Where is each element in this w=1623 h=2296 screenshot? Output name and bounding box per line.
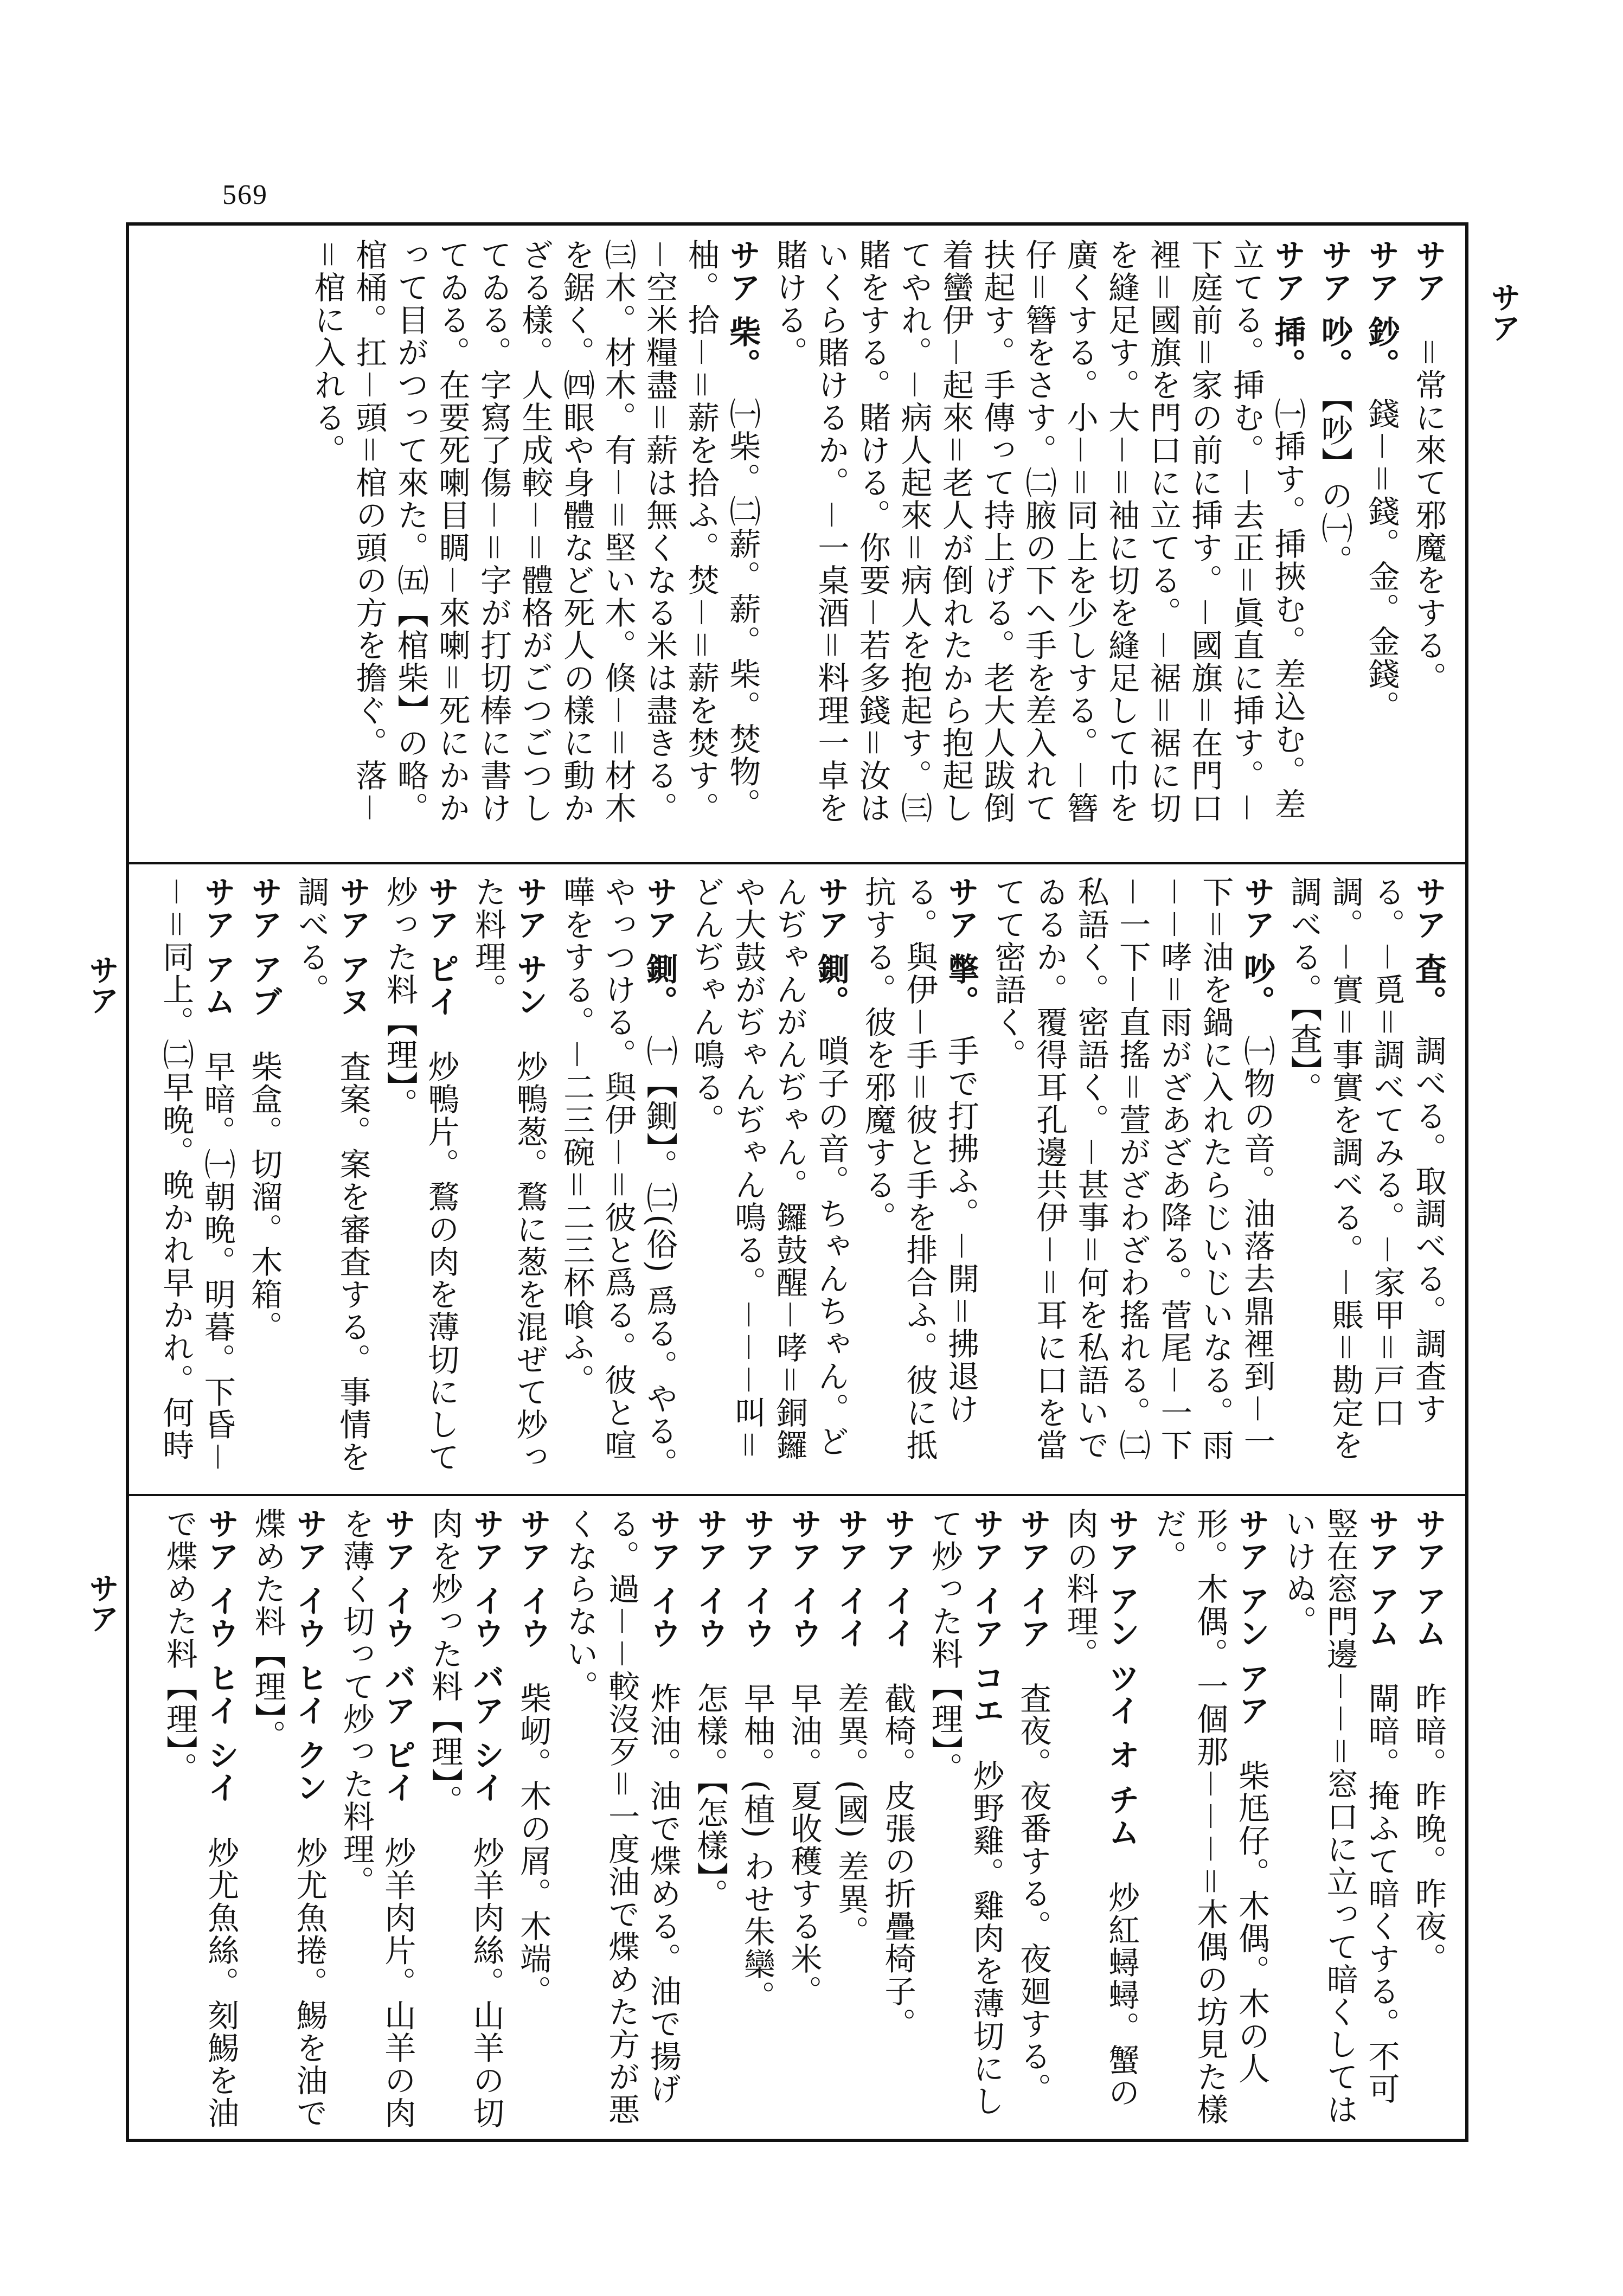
tier-divider-1 <box>126 862 1468 864</box>
dictionary-entry <box>158 1508 241 2131</box>
entry-headword: サア 柴。 <box>724 239 761 365</box>
dictionary-entry <box>987 876 1278 1480</box>
entry-definition: 炒野雞。雞肉を薄切にして炒った料【理】。 <box>926 1508 1005 2118</box>
entry-definition: 調べる。取調べる。調査する。－覓＝調べてみる。－家甲＝戸口調。－實＝事實を調べる。－賬＝勘定を調べる。【査】。 <box>1285 876 1447 1462</box>
dictionary-entry <box>783 1508 825 2131</box>
entry-headword: サア イウ <box>644 1508 682 1650</box>
entry-definition: 早油。夏收穫する米。 <box>785 1682 823 2008</box>
entry-definition: 炒尤魚絲。刻鯣を油で煠めた料【理】。 <box>161 1508 240 2130</box>
entry-definition: 炸油。油で煠める。油で揚げる。過－－較沒歹＝一度油で煠めた方が悪くならない。 <box>561 1508 682 2126</box>
entry-headword: サア 吵。 <box>1238 876 1275 1003</box>
entry-headword: サア 撆。 <box>942 876 979 1003</box>
entry-headword: サア 吵。 <box>1316 239 1353 365</box>
dictionary-entry <box>1361 239 1402 846</box>
entry-definition: 炒紅蟳蟳。蟹の肉の料理。 <box>1061 1508 1140 2109</box>
dictionary-entry <box>1283 876 1449 1480</box>
dictionary-entry <box>1407 1508 1449 2131</box>
side-mark-bottom: サア <box>84 1573 120 1633</box>
entry-definition: 手で打拂ふ。－開＝拂退ける。與伊－手＝彼と手を排合ふ。彼に抵抗する。彼を邪魔する。 <box>859 876 979 1462</box>
entry-headword: サア イア コエ <box>967 1508 1005 1727</box>
side-mark-top: サア <box>1486 282 1522 343</box>
entry-definition: 截椅。皮張の折疊椅子。 <box>879 1682 916 2041</box>
entry-definition: 柴盒。切溜。木箱。 <box>246 1050 283 1344</box>
entry-headword: サア イア <box>1015 1508 1052 1650</box>
entry-headword: サア 査。 <box>1410 876 1447 1003</box>
entry-headword: サア イイ <box>879 1508 916 1650</box>
entry-definition: 昨暗。昨晚。昨夜。 <box>1410 1682 1447 1976</box>
dictionary-entry <box>512 1508 554 2131</box>
entry-definition: 柴尪仔。木偶。木の人形。木偶。一個那－－－＝木偶の坊見た樣だ。 <box>1150 1508 1270 2126</box>
tier-bottom <box>153 1508 1449 2131</box>
entry-headword: サア アム <box>1363 1508 1400 1650</box>
dictionary-entry <box>1278 1508 1402 2131</box>
dictionary-entry <box>247 1508 330 2131</box>
entry-headword: サア 揷。 <box>1269 239 1306 365</box>
dictionary-entry <box>556 876 681 1480</box>
dictionary-entry <box>559 1508 684 2131</box>
dictionary-entry <box>1012 1508 1054 2131</box>
entry-definition: 炒鴨片。鶩の肉を薄切にして炒った料【理】。 <box>381 876 460 1474</box>
entry-headword: サア イウ ヒイ シイ <box>202 1508 240 1804</box>
entry-definition: 査案。案を審査する。事情を調べる。 <box>292 876 371 1474</box>
entry-definition: 炒羊肉片。山羊の肉を薄く切って炒った料理。 <box>337 1508 416 2130</box>
entry-headword: サア 鈔。 <box>1363 239 1400 365</box>
entry-headword: サア <box>1410 239 1447 304</box>
entry-headword: サア イウ <box>785 1508 823 1650</box>
entry-headword: サア アム <box>198 876 236 1018</box>
entry-headword: サア アム <box>1410 1508 1447 1650</box>
entry-definition: 柴屻。木の屑。木端。 <box>515 1682 552 2008</box>
entry-headword: サア イウ <box>691 1508 729 1650</box>
dictionary-entry <box>1407 239 1449 846</box>
dictionary-entry <box>1059 1508 1142 2131</box>
entry-definition: 早柚。(植) わせ朱欒。 <box>738 1682 775 2013</box>
tier-top <box>153 239 1449 846</box>
entry-headword: サア イウ バア ピイ <box>379 1508 416 1804</box>
dictionary-entry <box>689 1508 731 2131</box>
dictionary-entry <box>685 876 851 1480</box>
entry-definition: 早暗。㈠朝晩。明暮。下昏－－＝同上。㈡早晩。晩かれ早かれ。何時 <box>157 876 236 1474</box>
entry-headword: サア イウ バア シイ <box>467 1508 505 1804</box>
entry-definition: ＝常に來て邪魔をする。 <box>1410 336 1447 695</box>
tier-middle <box>153 876 1449 1480</box>
entry-definition: 【吵】の㈠。 <box>1316 397 1353 578</box>
dictionary-entry <box>243 876 285 1480</box>
entry-headword: サア イイ <box>832 1508 869 1650</box>
dictionary-entry <box>857 876 982 1480</box>
entry-headword: サア アン ツイ オ チム <box>1103 1508 1140 1849</box>
entry-definition: 差異。(國) 差異。 <box>832 1682 869 1948</box>
entry-headword: サア イウ <box>515 1508 552 1650</box>
dictionary-entry <box>736 1508 778 2131</box>
entry-headword: サア サン <box>511 876 548 1018</box>
dictionary-entry <box>768 239 1308 846</box>
dictionary-entry <box>306 239 763 846</box>
entry-headword: サア アン アア <box>1233 1508 1270 1727</box>
entry-definition: 嗩子の音。ちゃんちゃん。どんぢゃんがんぢゃん。鑼鼓醒－哮＝銅鑼や大鼓がぢゃんぢゃん鳴る。－－－叫＝どんぢゃん鳴る。 <box>688 876 850 1462</box>
entry-definition: 錢－＝錢。金。金錢。 <box>1363 397 1400 723</box>
dictionary-entry <box>467 876 550 1480</box>
dictionary-entry <box>830 1508 871 2131</box>
page-number: 569 <box>222 179 268 210</box>
dictionary-entry <box>379 876 461 1480</box>
entry-definition: ㈠【鍘】。㈡(俗) 爲る。やる。やっつける。與伊－＝彼と爲る。彼と喧嘩をする。－二三碗＝二三杯喰ふ。 <box>558 876 678 1480</box>
entry-definition: ㈠揷す。挿挾む。差込む。差立てる。挿む。－去正＝眞直に挿す。－下庭前＝家の前に挿す。－國旗＝在門口裡＝國旗を門口に立てる。－裾＝裾に切を縫足す。大－＝袖に切を縫足して巾を廣くする。小－＝同上を少しする。－簪仔＝簪をさす。㈡腋の下へ手を差入れて扶起す。手傳って持上げる。老大人跋倒着蠻伊－起來＝老人が倒れたから抱起してやれ。－病人起來＝病人を抱起す。㈢賭をする。賭ける。你要－若多錢＝汝はいくら賭けるか。－一桌酒＝料理一卓を賭ける。 <box>771 239 1306 825</box>
dictionary-entry <box>877 1508 919 2131</box>
entry-headword: サア 鍘。 <box>812 876 850 1003</box>
entry-definition: 閘暗。掩ふて暗くする。不可竪在窓門邊－－＝窓口に立って暗くしてはいけぬ。 <box>1280 1508 1400 2126</box>
entry-definition: 炒鴨葱。鶩に葱を混ぜて炒った料理。 <box>469 876 548 1474</box>
entry-definition: ㈠物の音。油落去鼎裡到－一下＝油を鍋に入れたらじいじいなる。雨－－哮＝雨がざあざあ降る。菅尾－一下－一下－直搖＝萱がざわざわ搖れる。㈡私語く。密語く。－甚事＝何を私語いでゐるか。覆得耳孔邊共伊－＝耳に口を當てて密語く。 <box>989 876 1275 1462</box>
entry-headword: サア イウ ヒイ クン <box>291 1508 328 1804</box>
entry-headword: サア アヌ <box>334 876 371 1018</box>
entry-definition: 査夜。夜番する。夜廻する。 <box>1015 1682 1052 2106</box>
dictionary-entry <box>424 1508 506 2131</box>
dictionary-entry <box>335 1508 418 2131</box>
side-mark-middle: サア <box>84 954 120 1015</box>
entry-definition: 炒尤魚捲。鯣を油で煠めた料【理】。 <box>249 1508 328 2130</box>
entry-definition: 怎樣。【怎樣】。 <box>691 1682 729 1912</box>
entry-headword: サア 鍘。 <box>641 876 678 1003</box>
entry-headword: サア イウ <box>738 1508 775 1650</box>
entry-headword: サア アブ <box>246 876 283 1018</box>
entry-definition: 炒羊肉絲。山羊の切肉を炒った料【理】。 <box>426 1508 505 2130</box>
entry-headword: サア ピイ <box>422 876 460 1018</box>
dictionary-entry <box>1147 1508 1272 2131</box>
entry-definition: ㈠柴。㈡薪。薪。柴。焚物。柚。拾－＝薪を拾ふ。焚－＝薪を焚す。－空米糧盡＝薪は無くなる米は盡きる。㈢木。材木。有－＝堅い木。倏－＝材木を鋸く。㈣眼や身體など死人の樣に動かざる樣。人生成較－＝體格がごつごつしてゐる。字寫了傷－＝字が打切棒に書けてゐる。在要死喇目睭－來喇＝死にかかって目がつって來た。㈤【棺柴】の略。棺桶。扛－頭＝棺の頭の方を擔ぐ。落－＝棺に入れる。 <box>309 239 761 825</box>
dictionary-entry <box>153 876 238 1480</box>
dictionary-entry <box>1313 239 1355 846</box>
tier-divider-2 <box>126 1494 1468 1496</box>
dictionary-entry <box>290 876 373 1480</box>
dictionary-entry <box>923 1508 1006 2131</box>
